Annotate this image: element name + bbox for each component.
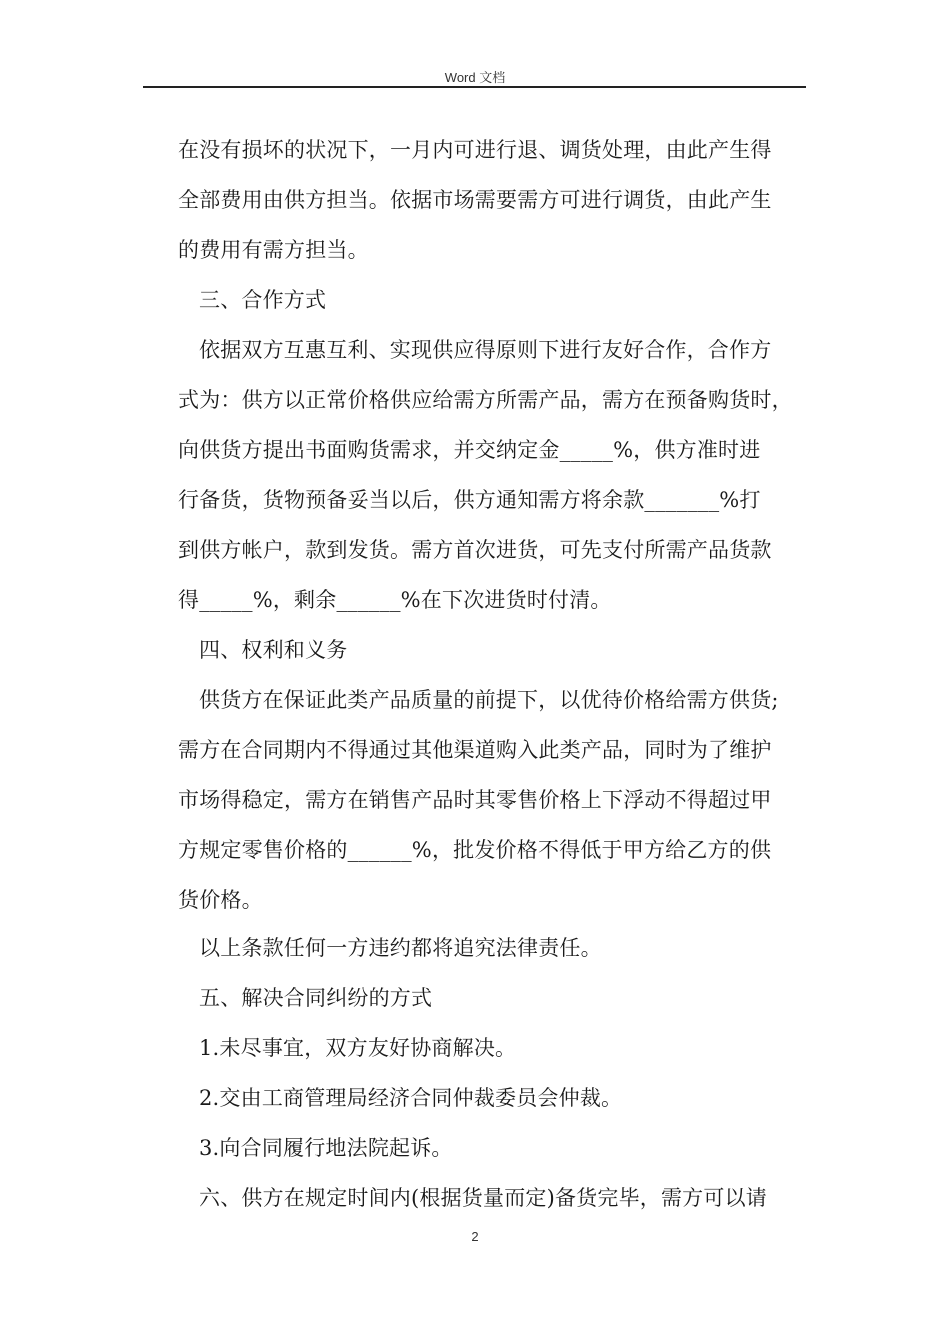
- body-line: 需方在合同期内不得通过其他渠道购入此类产品，同时为了维护: [178, 738, 772, 762]
- section-heading: 六、供方在规定时间内(根据货量而定)备货完毕，需方可以请: [199, 1186, 767, 1210]
- list-item: 1.未尽事宜，双方友好协商解决。: [199, 1036, 517, 1060]
- section-heading: 四、权利和义务: [199, 638, 348, 662]
- list-item: 3.向合同履行地法院起诉。: [199, 1136, 453, 1160]
- list-item: 2.交由工商管理局经济合同仲裁委员会仲裁。: [199, 1086, 623, 1110]
- body-line: 得_____%，剩余______%在下次进货时付清。: [178, 588, 612, 612]
- body-line: 依据双方互惠互利、实现供应得原则下进行友好合作，合作方: [199, 338, 772, 362]
- body-line: 式为：供方以正常价格供应给需方所需产品，需方在预备购货时，: [178, 388, 793, 412]
- body-line: 货价格。: [178, 888, 263, 912]
- body-line: 在没有损坏的状况下，一月内可进行退、调货处理，由此产生得: [178, 138, 772, 162]
- body-line: 向供货方提出书面购货需求，并交纳定金_____%，供方准时进: [178, 438, 761, 462]
- body-line: 全部费用由供方担当。依据市场需要需方可进行调货，由此产生: [178, 188, 772, 212]
- document-header-title: Word 文档: [444, 70, 506, 85]
- page-number: 2: [471, 1229, 479, 1244]
- section-heading: 五、解决合同纠纷的方式: [199, 986, 433, 1010]
- body-line: 到供方帐户，款到发货。需方首次进货，可先支付所需产品货款: [178, 538, 772, 562]
- body-line: 的费用有需方担当。: [178, 238, 369, 262]
- body-line: 行备货，货物预备妥当以后，供方通知需方将余款_______%打: [178, 488, 761, 512]
- header-divider: [143, 86, 806, 88]
- section-heading: 三、合作方式: [199, 288, 327, 312]
- body-line: 方规定零售价格的______%，批发价格不得低于甲方给乙方的供: [178, 838, 772, 862]
- body-line: 以上条款任何一方违约都将追究法律责任。: [199, 936, 602, 960]
- body-line: 市场得稳定，需方在销售产品时其零售价格上下浮动不得超过甲: [178, 788, 772, 812]
- body-line: 供货方在保证此类产品质量的前提下，以优待价格给需方供货;: [199, 688, 779, 712]
